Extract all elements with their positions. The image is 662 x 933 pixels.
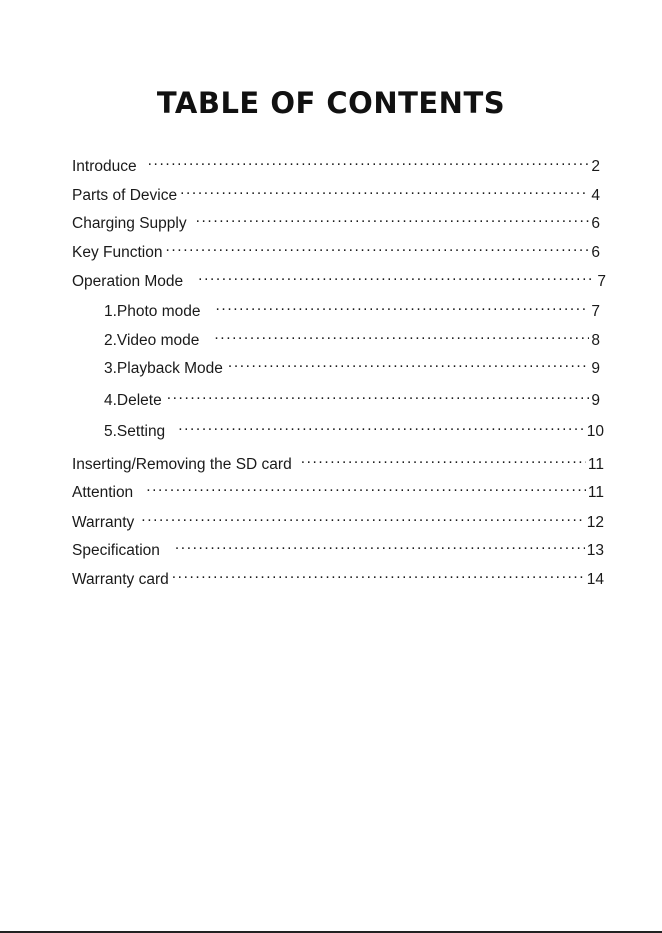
dot-leader <box>216 296 590 316</box>
toc-entry-page: 12 <box>586 514 604 531</box>
toc-entry-label: Inserting/Removing the SD card <box>72 456 292 473</box>
toc-entry-page: 11 <box>587 456 604 473</box>
dot-leader <box>175 535 585 555</box>
toc-entry-page: 2 <box>591 158 600 175</box>
dot-leader <box>228 353 589 373</box>
toc-entry-label: 3.Playback Mode <box>104 360 223 377</box>
dot-leader <box>214 325 589 345</box>
toc-entry-label: Parts of Device <box>72 187 178 204</box>
dot-leader <box>172 564 585 584</box>
toc-entry-operation-mode <box>72 266 606 290</box>
toc-entry-playback-mode <box>104 353 600 377</box>
dot-leader <box>146 477 586 497</box>
toc-entry-label: 4.Delete <box>104 392 162 409</box>
dot-leader <box>148 151 590 171</box>
toc-entry-label: 2.Video mode <box>104 332 200 349</box>
toc-entry-video-mode <box>104 325 600 349</box>
dot-leader <box>141 507 584 527</box>
toc-entry-label: Introduce <box>72 158 137 175</box>
toc-entry-photo-mode <box>104 296 600 320</box>
toc-entry-attention <box>72 477 604 501</box>
toc-entry-warranty <box>72 507 604 531</box>
toc-entry-charging-supply <box>72 208 600 232</box>
toc-entry-label: Operation Mode <box>72 273 184 290</box>
dot-leader <box>167 385 590 405</box>
dot-leader <box>180 180 589 200</box>
toc-entry-inserting-removing-sd-card <box>72 449 604 473</box>
toc-entry-page: 4 <box>591 187 600 204</box>
toc-entry-setting <box>104 416 604 440</box>
toc-entry-page: 10 <box>586 423 604 440</box>
toc-entry-warranty-card <box>72 564 604 588</box>
toc-entry-page: 6 <box>591 244 600 261</box>
toc-entry-label: Specification <box>72 542 160 559</box>
dot-leader <box>196 208 590 228</box>
toc-entry-key-function <box>72 237 600 261</box>
dot-leader <box>165 237 589 257</box>
toc-entry-page: 7 <box>597 273 606 290</box>
toc-entry-label: Charging Supply <box>72 215 187 232</box>
toc-entry-label: Key Function <box>72 244 163 261</box>
toc-entry-label: 5.Setting <box>104 423 166 440</box>
toc-entry-label: Warranty card <box>72 571 169 588</box>
toc-entry-introduce <box>72 151 600 175</box>
toc-entry-page: 11 <box>587 484 604 501</box>
toc-entry-label: 1.Photo mode <box>104 303 201 320</box>
toc-entry-page: 9 <box>591 392 600 409</box>
toc-entry-delete <box>104 385 600 409</box>
toc-entry-label: Warranty <box>72 514 135 531</box>
toc-entry-page: 8 <box>591 332 600 349</box>
dot-leader <box>301 449 586 469</box>
dot-leader <box>178 416 585 436</box>
toc-entry-specification <box>72 535 604 559</box>
toc-entry-page: 13 <box>586 542 604 559</box>
toc-entry-parts-of-device <box>72 180 600 204</box>
toc-entry-page: 7 <box>591 303 600 320</box>
toc-entry-page: 9 <box>591 360 600 377</box>
page-title: TABLE OF CONTENTS <box>156 86 506 120</box>
toc-entry-label: Attention <box>72 484 134 501</box>
toc-entry-page: 6 <box>591 215 600 232</box>
dot-leader <box>198 266 595 286</box>
toc-entry-page: 14 <box>586 571 604 588</box>
